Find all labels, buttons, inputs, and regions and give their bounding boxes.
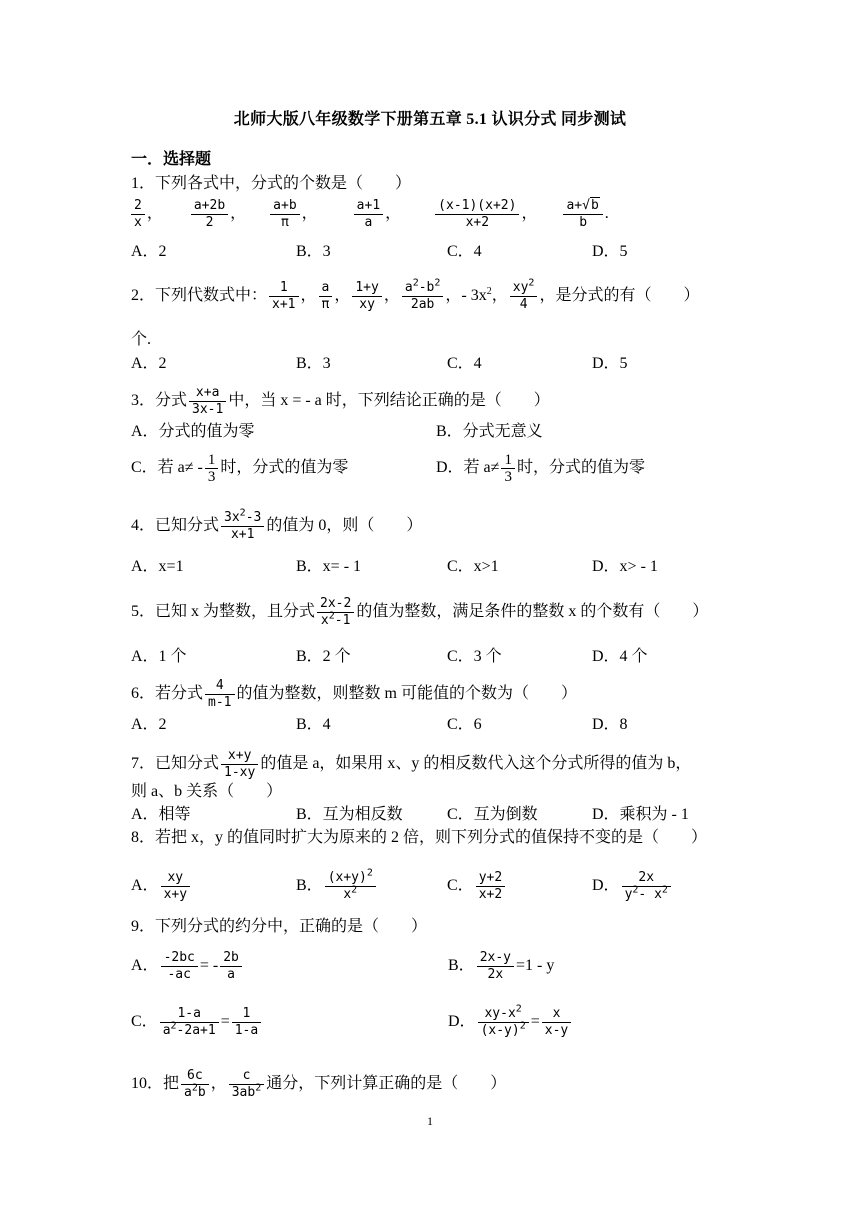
q10-frac-1: $\frac{6c}{a^2b}$ <box>181 1068 209 1101</box>
q2-frac-3: $\frac{1+y}{xy}$ <box>352 280 381 313</box>
q3-option-d: D．若 a≠ $\frac{1}{3}$ 时，分式的值为零 <box>436 452 645 485</box>
q1-expr-6: $\frac{a+√b}{b}$ <box>563 198 602 231</box>
q2-frac-1: $\frac{1}{x+1}$ <box>269 280 298 313</box>
q8-option-d: D． $\frac{2x}{y^2- x^2}$ <box>592 870 673 903</box>
q4-option-b: B．x= - 1 <box>296 558 362 575</box>
q2-option-a: A．2 <box>131 355 167 372</box>
section-heading: 一．选择题 <box>131 151 212 168</box>
q10-frac-2: $\frac{c}{3ab^2}$ <box>229 1068 265 1101</box>
q1-expr-4: $\frac{a+1}{a}$ <box>354 198 383 231</box>
q7-option-a: A．相等 <box>131 806 191 823</box>
q4-stem: 4．已知分式 $\frac{3x^2-3}{x+1}$ 的值为 0，则（ ） <box>131 507 423 542</box>
q2-frac-5: $\frac{xy^2}{4}$ <box>510 280 538 313</box>
q10-stem: 10．把 $\frac{6c}{a^2b}$ ， $\frac{c}{3ab^2}$ 通分，下列计算正确的是（ ） <box>131 1068 507 1100</box>
q4-option-a: A．x=1 <box>131 558 184 575</box>
q6-frac: $\frac{4}{m-1}$ <box>205 678 234 711</box>
page-title: 北师大版八年级数学下册第五章 5.1 认识分式 同步测试 <box>233 111 627 128</box>
q1-option-b: B．3 <box>296 243 331 260</box>
q7-option-b: B．互为相反数 <box>296 806 403 823</box>
q1-stem: 1．下列各式中，分式的个数是（ ） <box>131 175 412 192</box>
q6-option-c: C．6 <box>447 716 482 733</box>
q4-option-c: C．x>1 <box>447 558 499 575</box>
q5-option-d: D．4 个 <box>592 648 648 665</box>
q2-option-c: C．4 <box>447 355 482 372</box>
q2-option-d: D．5 <box>592 355 628 372</box>
q7-option-d: D．乘积为 - 1 <box>592 806 689 823</box>
q9-option-b: B． $\frac{2x-y}{2x}$ =1 - y <box>448 950 555 982</box>
q9-option-d: D． $\frac{xy-x^2}{(x-y)^2}$ = $\frac{x}{x-y}$ <box>448 1006 573 1039</box>
q6-stem: 6．若分式 $\frac{4}{m-1}$ 的值为整数，则整数 m 可能值的个数为（ ） <box>131 678 577 710</box>
q8-option-b: B． $\frac{(x+y)^2}{x^2}$ <box>296 870 378 903</box>
q6-option-a: A．2 <box>131 716 167 733</box>
q3-stem: 3．分式 $\frac{x+a}{3x-1}$ 中，当 x = - a 时，下列结论正确的是（ ） <box>131 385 550 417</box>
q2-stem: 2．下列代数式中： $\frac{1}{x+1}$ ， $\frac{a}{\pi}$ ， $\frac{1+y}{xy}$ ， $\frac{a^2-b^2}{2ab}$ ，- $3x^2$， $\frac{xy^2}{4}$ ，是分式的有（ ） <box>131 277 700 312</box>
q1-expressions: $\frac{2}{x}$ ， $\frac{a+2b}{2}$ ， $\frac{a+b}{\pi}$ ， $\frac{a+1}{a}$ ， $\frac{(x-1)(x+2)}{x+2}$ ， $\frac{a+√b}{b}$ . <box>129 198 609 231</box>
q2-continuation: 个. <box>131 331 152 348</box>
q1-expr-1: $\frac{2}{x}$ <box>131 198 145 231</box>
q5-option-b: B．2 个 <box>296 648 351 665</box>
q8-stem: 8．若把 x，y 的值同时扩大为原来的 2 倍，则下列分式的值保持不变的是（ ） <box>131 829 708 846</box>
q5-frac: $\frac{2x-2}{x^2-1}$ <box>317 596 354 629</box>
q7-frac: $\frac{x+y}{1-xy}$ <box>221 748 258 781</box>
q1-expr-3: $\frac{a+b}{\pi}$ <box>270 198 299 231</box>
q6-option-d: D．8 <box>592 716 628 733</box>
q1-option-d: D．5 <box>592 243 628 260</box>
q9-option-a: A． $\frac{-2bc}{-ac}$ = - $\frac{2b}{a}$ <box>131 950 244 983</box>
q3-option-b: B．分式无意义 <box>436 423 543 440</box>
q2-frac-4: $\frac{a^2-b^2}{2ab}$ <box>402 280 444 313</box>
q3-frac: $\frac{x+a}{3x-1}$ <box>189 385 226 418</box>
q3-option-a: A．分式的值为零 <box>131 423 255 440</box>
q4-frac: $\frac{3x^2-3}{x+1}$ <box>221 510 264 543</box>
q9-option-c: C． $\frac{1-a}{a^2-2a+1}$ = $\frac{1}{1-a}$ <box>131 1006 263 1039</box>
q2-frac-2: $\frac{a}{\pi}$ <box>319 280 333 313</box>
q5-option-a: A．1 个 <box>131 648 187 665</box>
q8-option-a: A． $\frac{xy}{x+y}$ <box>131 870 192 903</box>
q5-option-c: C．3 个 <box>447 648 502 665</box>
q7-continuation: 则 a、b 关系（ ） <box>131 783 283 800</box>
q1-expr-5: $\frac{(x-1)(x+2)}{x+2}$ <box>435 198 519 231</box>
q3-option-c: C．若 a≠ - $\frac{1}{3}$ 时，分式的值为零 <box>131 452 349 485</box>
q1-expr-2: $\frac{a+2b}{2}$ <box>191 198 228 231</box>
q4-option-d: D．x> - 1 <box>592 558 658 575</box>
q7-option-c: C．互为倒数 <box>447 806 538 823</box>
q1-option-c: C．4 <box>447 243 482 260</box>
q5-stem: 5．已知 x 为整数，且分式 $\frac{2x-2}{x^2-1}$ 的值为整数，满足条件的整数 x 的个数有（ ） <box>131 596 709 628</box>
q6-option-b: B．4 <box>296 716 331 733</box>
q1-option-a: A．2 <box>131 243 167 260</box>
q2-option-b: B．3 <box>296 355 331 372</box>
q9-stem: 9．下列分式的约分中，正确的是（ ） <box>131 918 428 935</box>
page-number: 1 <box>427 1114 433 1128</box>
q7-stem: 7．已知分式 $\frac{x+y}{1-xy}$ 的值是 a，如果用 x、y 的相反数代入这个分式所得的值为 b， <box>131 748 692 780</box>
q8-option-c: C． $\frac{y+2}{x+2}$ <box>447 870 507 903</box>
